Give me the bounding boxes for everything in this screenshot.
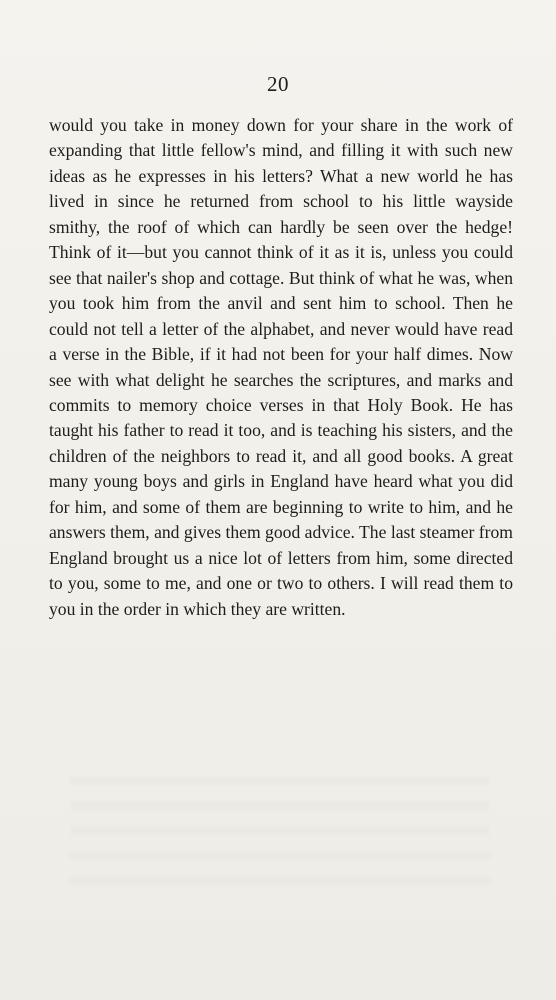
show-through-texture — [70, 775, 490, 885]
page-number: 20 — [267, 72, 289, 96]
body-paragraph: would you take in money down for your share in the work of expanding that little fellow's mind, and filling it with such new ideas as he expresses in his letters? What a new world he has lived in since he returned from school to his little wayside smithy, the roof of which can hardly be seen over the hedge! Think of it—but you cannot think of it as it is, unless you could see that nailer's shop and cottage. But think of what he was, when you took him from the anvil and sent him to school. Then he could not tell a letter of the alphabet, and never would have read a verse in the Bible, if it had not been for your half dimes. Now see with what delight he searches the scriptures, and marks and commits to memory choice verses in that Holy Book. He has taught his father to read it too, and is teaching his sisters, and the children of the neighbors to read it, and all good books. A great many young boys and girls in England have heard what you did for him, and some of them are beginning to write to him, and he answers them, and gives them good advice. The last steamer from England brought us a nice lot of letters from him, some directed to you, some to me, and one or two to others. I will read them to you in the order in which they are written. — [49, 115, 513, 619]
